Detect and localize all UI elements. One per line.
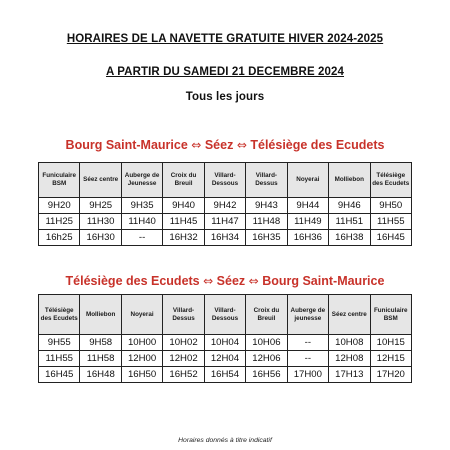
time-cell: 17H13 [329,367,370,383]
time-cell: 16H56 [246,367,287,383]
table-row [39,230,412,246]
start-date-subtitle: A PARTIR DU SAMEDI 21 DECEMBRE 2024 [105,66,345,78]
double-arrow-icon: ⇔ [203,274,214,288]
route-stop: Bourg Saint-Maurice [65,138,188,152]
time-cell: 16H36 [287,230,328,246]
time-cell: 9H20 [39,198,80,214]
days-label: Tous les jours [185,91,265,103]
time-cell: 9H25 [80,198,121,214]
time-cell: 11H30 [80,214,121,230]
time-cell: 12H02 [163,351,204,367]
time-cell: 12H04 [204,351,245,367]
column-header: Noyerai [287,163,328,198]
column-header: Noyerai [121,295,162,335]
time-cell: 16H34 [204,230,245,246]
time-cell: 16H52 [163,367,204,383]
route-stop: Télésiège des Ecudets [250,138,385,152]
table-header-row [39,295,412,335]
column-header: Télésiège des Ecudets [39,295,80,335]
time-cell: 9H43 [246,198,287,214]
route-stop: Séez [216,274,246,288]
route-heading-outbound [0,138,450,152]
time-cell: 10H08 [329,335,370,351]
double-arrow-icon: ⇔ [248,274,259,288]
time-cell: 11H58 [80,351,121,367]
time-cell: 9H50 [370,198,412,214]
column-header: Croix du Breuil [246,295,287,335]
time-cell: -- [121,230,162,246]
time-cell: 17H20 [370,367,412,383]
time-cell: 10H15 [370,335,412,351]
table-header-row [39,163,412,198]
time-cell: 12H00 [121,351,162,367]
time-cell: 9H40 [163,198,204,214]
time-cell: 11H48 [246,214,287,230]
column-header: Séez centre [80,163,121,198]
schedule-table-outbound [38,162,412,246]
time-cell: 16H50 [121,367,162,383]
time-cell: 16H30 [80,230,121,246]
table-row [39,367,412,383]
column-header: Funiculaire BSM [39,163,80,198]
time-cell: 17H00 [287,367,328,383]
time-cell: 9H55 [39,335,80,351]
time-cell: 16H32 [163,230,204,246]
route-heading-return [0,274,450,288]
time-cell: 10H06 [246,335,287,351]
route-stop: Télésiège des Ecudets [65,274,200,288]
time-cell: 9H42 [204,198,245,214]
time-cell: 12H08 [329,351,370,367]
time-cell: 16H54 [204,367,245,383]
column-header: Villard-Dessus [163,295,204,335]
time-cell: 9H46 [329,198,370,214]
column-header: Villard-Dessus [246,163,287,198]
column-header: Molliebon [80,295,121,335]
time-cell: 16H35 [246,230,287,246]
double-arrow-icon: ⇔ [236,138,247,152]
page-title: HORAIRES DE LA NAVETTE GRATUITE HIVER 2024-2025 [66,33,384,45]
double-arrow-icon: ⇔ [191,138,202,152]
column-header: Molliebon [329,163,370,198]
time-cell: 10H04 [204,335,245,351]
time-cell: 16h25 [39,230,80,246]
table-row [39,214,412,230]
time-cell: 11H47 [204,214,245,230]
time-cell: 11H55 [370,214,412,230]
time-cell: 11H51 [329,214,370,230]
time-cell: 11H40 [121,214,162,230]
time-cell: 16H45 [39,367,80,383]
time-cell: 11H55 [39,351,80,367]
schedule-table-return [38,294,412,383]
time-cell: 11H25 [39,214,80,230]
time-cell: 10H00 [121,335,162,351]
route-stop: Séez [204,138,234,152]
time-cell: 16H45 [370,230,412,246]
time-cell: 9H58 [80,335,121,351]
footnote: Horaires donnés à titre indicatif [178,437,272,444]
time-cell: 9H44 [287,198,328,214]
column-header: Auberge de jeunesse [287,295,328,335]
table-row [39,351,412,367]
table-row [39,335,412,351]
column-header: Villard-Dessous [204,295,245,335]
time-cell: 9H35 [121,198,162,214]
column-header: Télésiège des Ecudets [370,163,412,198]
time-cell: 11H45 [163,214,204,230]
time-cell: 11H49 [287,214,328,230]
column-header: Croix du Breuil [163,163,204,198]
column-header: Auberge de Jeunesse [121,163,162,198]
table-row [39,198,412,214]
route-stop: Bourg Saint-Maurice [262,274,385,288]
column-header: Funiculaire BSM [370,295,412,335]
time-cell: 10H02 [163,335,204,351]
time-cell: 16H48 [80,367,121,383]
column-header: Séez centre [329,295,370,335]
time-cell: -- [287,335,328,351]
column-header: Villard-Dessous [204,163,245,198]
time-cell: 16H38 [329,230,370,246]
time-cell: -- [287,351,328,367]
time-cell: 12H15 [370,351,412,367]
time-cell: 12H06 [246,351,287,367]
